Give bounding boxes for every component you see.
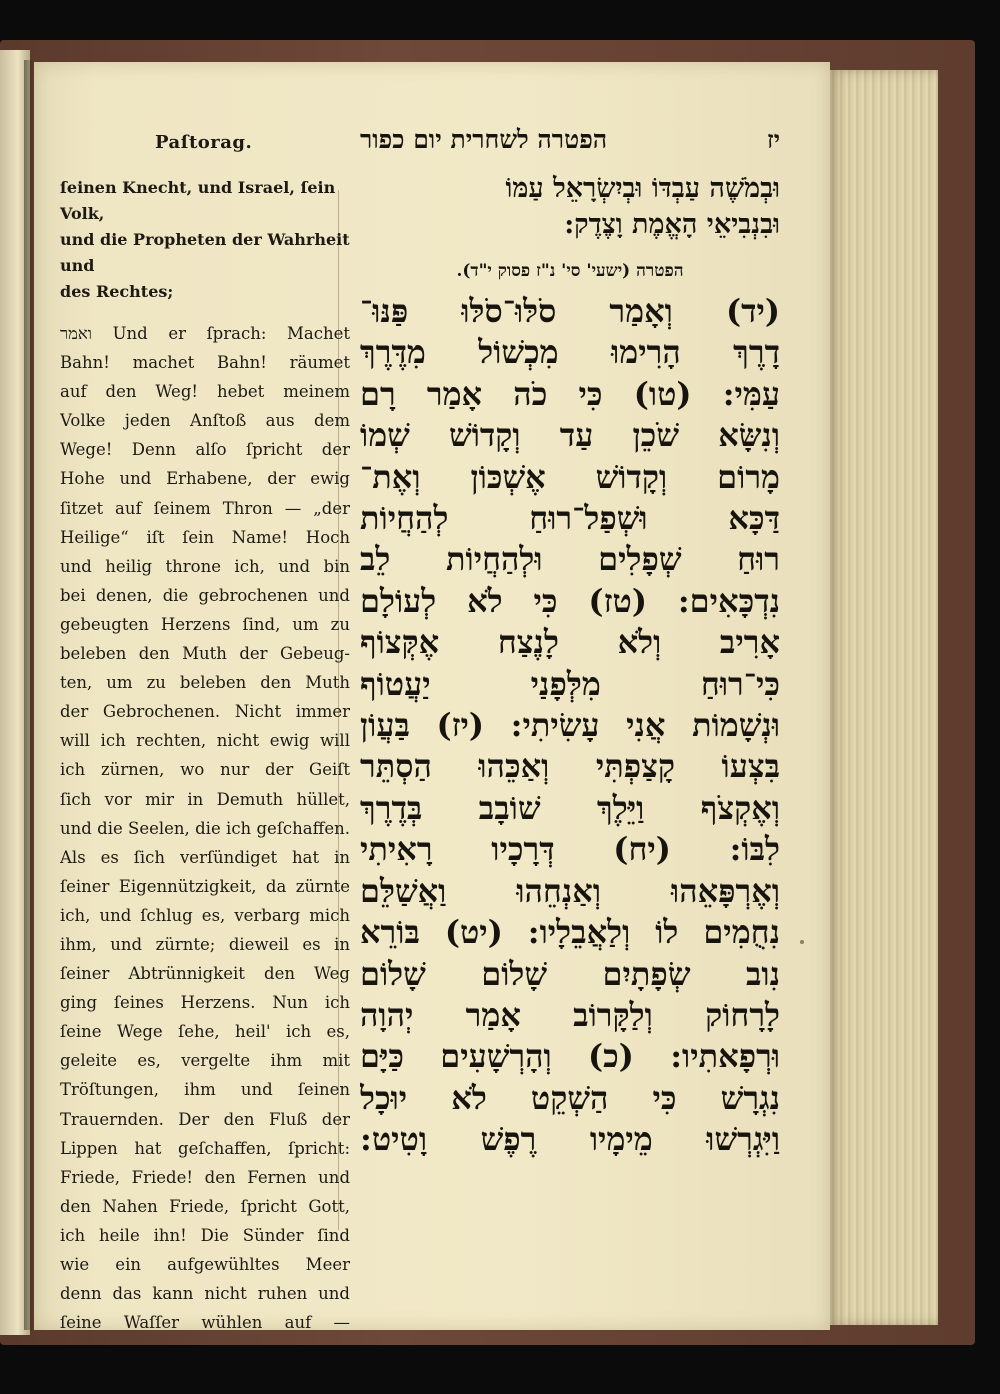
- hebrew-line: וּרְפָאתִיו: (כ) וְהָרְשָׁעִים כַּיָּם: [360, 1037, 780, 1076]
- german-intro-line: des Rechtes;: [60, 282, 174, 301]
- hebrew-line: וַיִּגְרְשׁוּ מֵימָיו רֶפֶשׁ וָטִיט:: [360, 1120, 780, 1159]
- page-number: יז: [767, 125, 780, 154]
- hebrew-line: וְנִשָּׂא שֹׁכֵן עַד וְקָדוֹשׁ שְׁמוֹ: [360, 416, 780, 455]
- german-line: bei denen, die gebrochenen und: [60, 585, 350, 605]
- german-line: Als es ſich verſündiget hat in: [60, 847, 350, 867]
- hebrew-line: נִחֻמִים לוֹ וְלַאֲבֵלָיו: (יט) בּוֹרֵא: [360, 913, 780, 952]
- german-intro: [60, 175, 350, 305]
- german-line: und die Seelen, die ich geſchaffen.: [60, 818, 350, 838]
- german-column: [60, 132, 350, 1337]
- german-line: ſich vor mir in Demuth hüllet,: [60, 789, 350, 809]
- german-line: ſeine Waſſer wühlen auf —: [60, 1313, 350, 1333]
- page-stack-edge: [828, 70, 938, 1325]
- german-line: ich zürnen, wo nur der Geiſt: [60, 760, 350, 780]
- hebrew-line: אָרִיב וְלֹא לָנֶצַח אֶקְּצוֹף: [360, 623, 780, 662]
- hebrew-intro: [360, 171, 780, 243]
- hebrew-line: לָרָחוֹק וְלַקָּרוֹב אָמַר יְהוָה: [360, 995, 780, 1034]
- german-line: Lippen hat geſchaffen, ſpricht:: [60, 1138, 350, 1158]
- gutter-shadow: [24, 60, 34, 1330]
- hebrew-line: עַמִּי: (טו) כִּי כֹה אָמַר רָם: [360, 374, 780, 413]
- german-line: ſeine Wege ſehe, heil' ich es,: [60, 1022, 350, 1042]
- german-line: Hohe und Erhabene, der ewig: [60, 469, 350, 489]
- german-line: ihm, und zürnte; dieweil es in: [60, 934, 350, 954]
- hebrew-line: דַּכָּא וּשְׁפַל־רוּחַ לְהַחֲיוֹת: [360, 499, 780, 538]
- hebrew-line: דָרֶךְ הָרִימוּ מִכְשׁוֹל מִדֶּרֶךְ: [360, 333, 780, 372]
- hebrew-intro-line: וּבִנְבִיאֵי הָאֱמֶת וָצֶדֶק:: [564, 209, 780, 240]
- german-line: ſeiner Eigennützigkeit, da zürnte: [60, 876, 350, 896]
- german-line: ſitzet auf ſeinem Thron — „der: [60, 498, 350, 518]
- hebrew-column: [360, 125, 780, 1161]
- german-line: der Gebrochenen. Nicht immer: [60, 702, 350, 722]
- german-intro-line: ſeinen Knecht, und Israel, ſein Volk,: [60, 178, 336, 223]
- german-line: denn das kann nicht ruhen und: [60, 1284, 350, 1304]
- hebrew-body: [360, 291, 780, 1161]
- hebrew-line: מָרוֹם וְקָדוֹשׁ אֶשְׁכּוֹן וְאֶת־: [360, 457, 780, 496]
- hebrew-header: [360, 125, 780, 155]
- hebrew-line: וּנְשָׁמוֹת אֲנִי עָשִׂיתִי: (יז) בַּעֲוֹן: [360, 706, 780, 745]
- german-line: Friede, Friede! den Fernen und: [60, 1167, 350, 1187]
- german-line: will ich rechten, nicht ewig will: [60, 731, 350, 751]
- german-line: Wege! Denn alſo ſpricht der: [60, 440, 350, 460]
- haftarah-subheading: הפטרה (ישעי' סי' נ"ז פסוק י"ד).: [456, 261, 684, 281]
- hebrew-line: רוּחַ שְׁפָלִים וּלְהַחֲיוֹת לֵב: [360, 540, 780, 579]
- german-intro-line: und die Propheten der Wahrheit und: [60, 230, 350, 275]
- hebrew-line: וְאֶקְצֹף וַיֵּלֶךְ שׁוֹבָב בְּדֶרֶךְ: [360, 788, 780, 827]
- hebrew-line: לִבּוֹ: (יח) דְּרָכָיו רָאִיתִי: [360, 830, 780, 869]
- hebrew-header-title: הפטרה לשחרית יום כפור: [360, 125, 608, 154]
- german-line: Heilige“ iſt ſein Name! Hoch: [60, 527, 350, 547]
- verse-marker: ואמר: [60, 324, 93, 343]
- german-body: [60, 319, 350, 1337]
- german-line: Bahn! machet Bahn! räumet: [60, 353, 350, 373]
- paper-speck: [800, 940, 804, 944]
- german-line: und heilig throne ich, und bin: [60, 556, 350, 576]
- german-line: auf den Weg! hebet meinem: [60, 382, 350, 402]
- german-line: geleite es, vergelte ihm mit: [60, 1051, 350, 1071]
- hebrew-line: נִגְרָשׁ כִּי הַשְׁקֵט לֹא יוּכָל: [360, 1078, 780, 1117]
- hebrew-line: בִּצְעוֹ קָצַפְתִּי וְאַכֵּהוּ הַסְתֵּר: [360, 747, 780, 786]
- german-line: den Nahen Friede, ſpricht Gott,: [60, 1196, 350, 1216]
- german-line: ich, und ſchlug es, verbarg mich: [60, 905, 350, 925]
- german-line-first: [60, 319, 350, 348]
- hebrew-line: נִוב שְׂפָתָיִם שָׁלוֹם שָׁלוֹם: [360, 954, 780, 993]
- german-line: Und er ſprach: Machet: [112, 324, 350, 343]
- german-line: ten, um zu beleben den Muth: [60, 673, 350, 693]
- hebrew-intro-line: וּבְמֹשֶׁה עַבְדּוֹ וּבְיִשְׂרָאֵל עַמּוֹ: [505, 173, 780, 204]
- german-line: Tröſtungen, ihm und ſeinen: [60, 1080, 350, 1100]
- german-line: ſeiner Abtrünnigkeit den Weg: [60, 964, 350, 984]
- hebrew-line: כִּי־רוּחַ מִלְּפָנַי יַעֲטוֹף: [360, 664, 780, 703]
- hebrew-line: נִדְכָּאִים: (טז) כִּי לֹא לְעוֹלָם: [360, 581, 780, 620]
- german-line: ich heile ihn! Die Sünder ſind: [60, 1225, 350, 1245]
- german-header: Paſtorag.: [155, 132, 253, 153]
- hebrew-line: וְאֶרְפָּאֵהוּ וְאַנְחֵהוּ וַאֲשַׁלֵּם: [360, 871, 780, 910]
- hebrew-line: (יד) וְאָמַר סֹלּוּ־סֹלּוּ פַּנּוּ־: [360, 292, 780, 330]
- german-line: ging ſeines Herzens. Nun ich: [60, 993, 350, 1013]
- german-line: wie ein aufgewühltes Meer: [60, 1255, 350, 1274]
- german-line: Volke jeden Anſtoß aus dem: [60, 411, 350, 431]
- german-line: Trauernden. Der den Fluß der: [60, 1109, 350, 1129]
- german-line: gebeugten Herzens ſind, um zu: [60, 614, 350, 634]
- german-line: beleben den Muth der Gebeug-: [60, 644, 350, 664]
